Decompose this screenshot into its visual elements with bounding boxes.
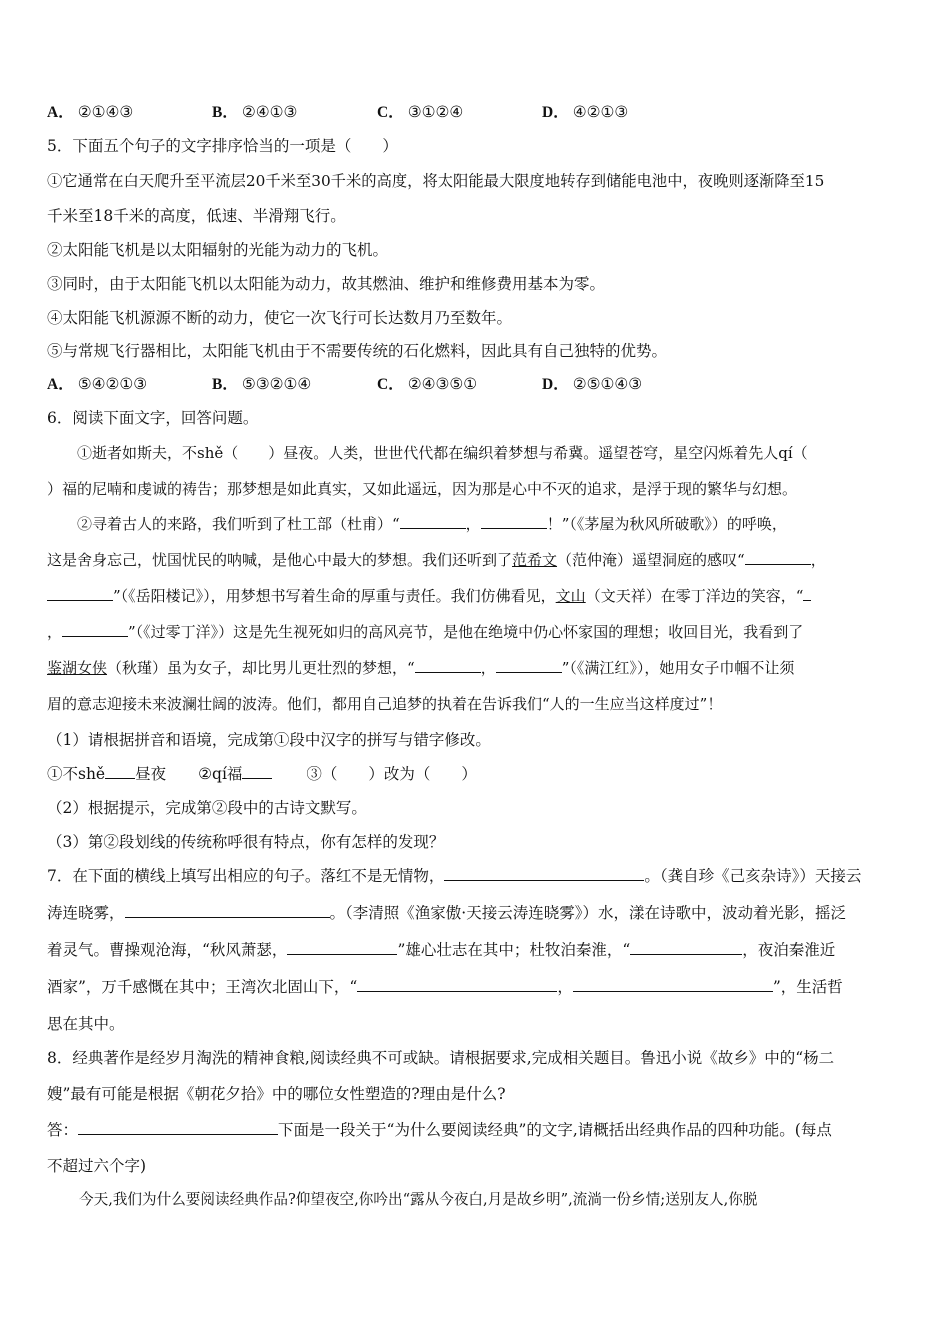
answer-blank — [78, 1120, 278, 1135]
answer-blank — [496, 658, 562, 673]
q8-line-2: 嫂”最有可能是根据《朝花夕拾》中的哪位女性塑造的?理由是什么? — [47, 1085, 506, 1103]
q4-option-c: C． ③①②④ — [377, 103, 464, 121]
q5-sentence-1: ①它通常在白天爬升至平流层20千米至30千米的高度，将太阳能最大限度地转存到储能电池中，夜晚则逐渐降至15 — [47, 172, 825, 190]
answer-blank — [415, 658, 481, 673]
q6-paragraph-2-line-1: ②寻着古人的来路，我们听到了杜工部（杜甫）“ ， ！”（《茅屋为秋风所破歌》）的呼唤， — [77, 515, 787, 533]
q5-sentence-3: ③同时，由于太阳能飞机以太阳能为动力，故其燃油、维护和维修费用基本为零。 — [47, 275, 606, 293]
answer-blank — [400, 514, 466, 529]
q6-paragraph-2-line-5: 鉴湖女侠（秋瑾）虽为女子，却比男儿更壮烈的梦想，“ ， ”（《满江红》），她用女子巾帼不让须 — [47, 659, 795, 677]
underlined-name-jianhu-nvxia: 鉴湖女侠 — [47, 659, 108, 677]
q6-paragraph-1: ①逝者如斯夫，不shě（ ）昼夜。人类，世世代代都在编织着梦想与希冀。遥望苍穹，星空闪烁着先人qí（ — [77, 444, 808, 462]
q5-option-a: A． ⑤④②①③ — [47, 375, 148, 393]
q5-option-b: B． ⑤③②①④ — [212, 375, 312, 393]
answer-blank — [62, 622, 128, 637]
answer-blank — [745, 550, 811, 565]
q4-option-a: A． ②①④③ — [47, 103, 134, 121]
underlined-name-fan-xiwen: 范希文 — [512, 551, 558, 569]
answer-blank — [47, 586, 113, 601]
q6-paragraph-1-cont: ）福的尼喃和虔诚的祷告；那梦想是如此真实，又如此遥远，因为那是心中不灭的追求，是浮于现的繁华与幻想。 — [47, 480, 798, 498]
q7-line-5: 思在其中。 — [47, 1015, 125, 1033]
answer-blank — [630, 940, 742, 955]
q7-line-3: 着灵气。曹操观沧海，“秋风萧瑟， ”雄心壮志在其中；杜牧泊秦淮，“ ，夜泊秦淮近 — [47, 941, 836, 959]
answer-blank — [444, 866, 644, 881]
q6-stem: 6．阅读下面文字，回答问题。 — [47, 409, 259, 427]
underlined-name-wenshan: 文山 — [555, 587, 586, 605]
q6-paragraph-2-line-2: 这是舍身忘己，忧国忧民的呐喊，是他心中最大的梦想。我们还听到了范希文（范仲淹）遥望洞庭的感叹“ ， — [47, 551, 826, 569]
q5-option-c: C． ②④③⑤① — [377, 375, 478, 393]
answer-blank — [242, 764, 272, 779]
q8-line-1: 8．经典著作是经岁月淘洗的精神食粮,阅读经典不可或缺。请根据要求,完成相关题目。鲁迅小说《故乡》中的“杨二 — [47, 1049, 835, 1067]
q8-passage: 今天,我们为什么要阅读经典作品?仰望夜空,你吟出“露从今夜白,月是故乡明”,流淌一份乡情;送别友人,你脱 — [79, 1191, 758, 1208]
q5-option-d: D． ②⑤①④③ — [542, 375, 643, 393]
q7-line-2: 涛连晓雾， 。（李清照《渔家傲·天接云涛连晓雾》）水，漾在诗歌中，波动着光影，摇泛 — [47, 904, 846, 922]
q5-stem: 5．下面五个句子的文字排序恰当的一项是（ ） — [47, 137, 398, 155]
q5-sentence-1-cont: 千米至18千米的高度，低速、半滑翔飞行。 — [47, 207, 346, 225]
q6-paragraph-2-line-3: ”（《岳阳楼记》），用梦想书写着生命的厚重与责任。我们仿佛看见，文山（文天祥）在零丁洋边的笑容，“ — [47, 586, 811, 606]
q4-option-d: D． ④②①③ — [542, 103, 629, 121]
answer-blank — [125, 903, 330, 918]
q6-sub-question-1: （1）请根据拼音和语境，完成第①段中汉字的拼写与错字修改。 — [47, 731, 491, 749]
q6-sub-question-1-items: ①不shě 昼夜 ②qí福 ③（ ）改为（ ） — [47, 765, 477, 783]
q4-option-b: B． ②④①③ — [212, 103, 298, 121]
q5-sentence-2: ②太阳能飞机是以太阳辐射的光能为动力的飞机。 — [47, 241, 389, 259]
q5-sentence-5: ⑤与常规飞行器相比，太阳能飞机由于不需要传统的石化燃料，因此具有自己独特的优势。 — [47, 342, 668, 360]
answer-blank — [481, 514, 547, 529]
q6-paragraph-2-line-6: 眉的意志迎接未来波澜壮阔的波涛。他们，都用自己追梦的执着在告诉我们“人的一生应当这样度过”！ — [47, 695, 723, 713]
answer-blank — [357, 977, 557, 992]
q8-line-4: 不超过六个字) — [47, 1157, 147, 1175]
q8-answer-line: 答： 下面是一段关于“为什么要阅读经典”的文字,请概括出经典作品的四种功能。(每点 — [47, 1121, 832, 1139]
q6-sub-question-3: （3）第②段划线的传统称呼很有特点，你有怎样的发现？ — [47, 833, 445, 851]
answer-blank — [803, 586, 811, 601]
q6-sub-question-2: （2）根据提示，完成第②段中的古诗文默写。 — [47, 799, 367, 817]
answer-blank — [573, 977, 773, 992]
answer-blank — [287, 940, 397, 955]
q6-paragraph-2-line-4: ， ”（《过零丁洋》）这是先生视死如归的高风亮节，是他在绝境中仍心怀家国的理想；收回目光，我看到了 — [47, 623, 804, 641]
q5-sentence-4: ④太阳能飞机源源不断的动力，使它一次飞行可长达数月乃至数年。 — [47, 309, 513, 327]
q7-line-4: 酒家”，万千感慨在其中；王湾次北固山下，“ ， ”，生活哲 — [47, 978, 843, 996]
answer-blank — [105, 764, 135, 779]
q7-line-1: 7．在下面的横线上填写出相应的句子。落红不是无情物， 。（龚自珍《己亥杂诗》）天接云 — [47, 867, 862, 885]
